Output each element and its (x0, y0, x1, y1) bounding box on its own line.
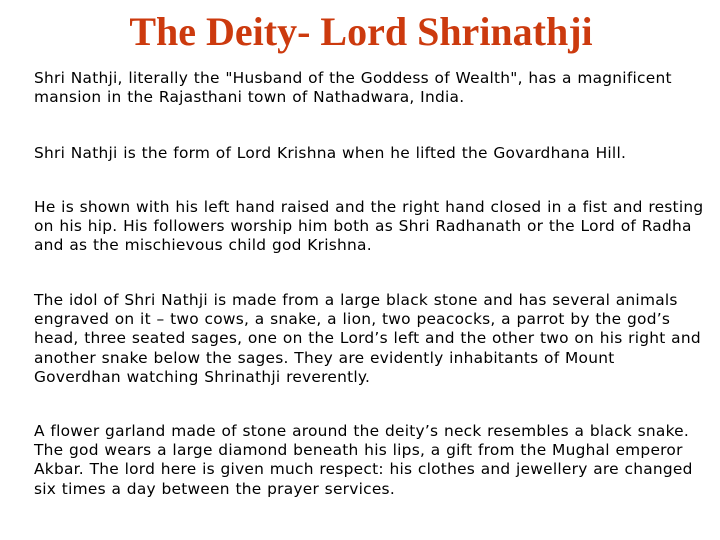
paragraph-garland: A flower garland made of stone around the deity’s neck resembles a black snake. The god wears a large diamond beneath his lips, a gift from the Mughal emperor Akbar. The lord here is given much respect: his clothes and jewellery are changed six times a day between the prayer services. (34, 422, 693, 498)
paragraph-form: Shri Nathji is the form of Lord Krishna when he lifted the Govardhana Hill. (34, 144, 627, 162)
paragraph-pose: He is shown with his left hand raised and the right hand closed in a fist and resting on his hip. His followers worship him both as Shri Radhanath or the Lord of Radha and as the mischievous child god Krishna. (34, 198, 704, 255)
slide-title-text: The Deity- Lord Shrinathji (129, 9, 593, 54)
slide-title (0, 8, 720, 56)
paragraph-mansion: Shri Nathji, literally the "Husband of the Goddess of Wealth", has a magnificent mansion in the Rajasthani town of Nathadwara, India. (34, 69, 672, 107)
paragraph-idol: The idol of Shri Nathji is made from a large black stone and has several animals engraved on it – two cows, a snake, a lion, two peacocks, a parrot by the god’s head, three seated sages, one on the Lord’s left and the other two on his right and another snake below the sages. They are evidently inhabitants of Mount Goverdhan watching Shrinathji reverently. (34, 291, 701, 386)
